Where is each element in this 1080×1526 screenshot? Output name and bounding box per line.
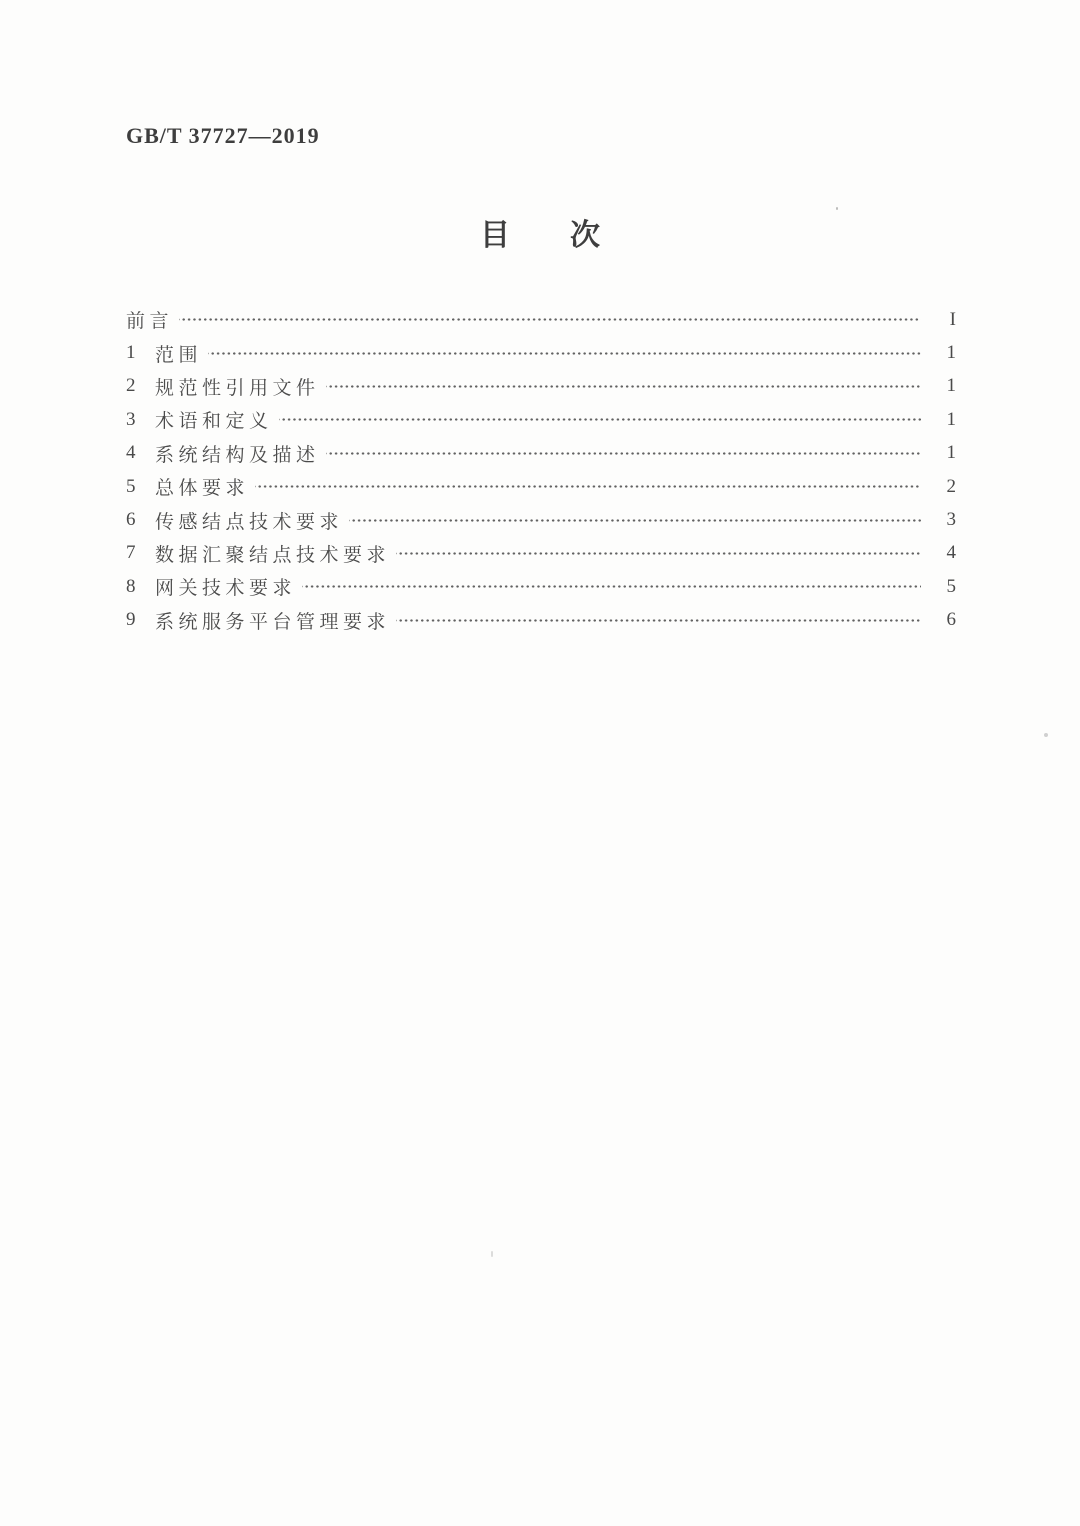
standard-code: GB/T 37727—2019 [126, 123, 320, 148]
toc-item-1 [126, 336, 956, 369]
toc-leader-dots [349, 511, 921, 530]
toc-item-page: 6 [946, 609, 956, 631]
toc-item-foreword [126, 303, 956, 336]
toc-item-label: 总体要求 [155, 478, 250, 500]
toc-item-5 [126, 470, 956, 503]
toc-item-3 [126, 403, 956, 436]
toc-item-number: 3 [126, 408, 136, 430]
toc-leader-dots [326, 377, 921, 396]
toc-item-number: 6 [126, 509, 136, 531]
toc-item-7 [126, 537, 956, 570]
toc-item-number: 9 [126, 609, 136, 631]
toc-item-label: 传感结点技术要求 [155, 511, 344, 533]
toc-item-page: I [949, 308, 956, 330]
toc-leader-dots [396, 544, 921, 563]
toc-item-number: 1 [126, 342, 136, 364]
page-title-char-right: 次 [570, 219, 600, 252]
toc-item-label: 系统结构及描述 [155, 444, 320, 466]
toc-item-9 [126, 604, 956, 637]
toc-item-number: 8 [126, 575, 136, 597]
toc-item-page: 4 [946, 542, 956, 564]
toc-leader-dots [208, 344, 921, 363]
toc-item-label: 规范性引用文件 [155, 377, 320, 399]
toc-leader-dots [179, 310, 921, 329]
scan-artifact [836, 207, 838, 210]
toc-item-page: 3 [946, 509, 956, 531]
toc-item-number: 4 [126, 442, 136, 464]
scan-artifact [1044, 733, 1048, 737]
toc-leader-dots [326, 444, 921, 463]
toc-item-4 [126, 437, 956, 470]
toc-item-label: 系统服务平台管理要求 [155, 611, 391, 633]
scan-artifact [491, 1251, 493, 1257]
toc-item-page: 1 [946, 442, 956, 464]
toc-item-label: 术语和定义 [155, 411, 273, 433]
toc-item-label: 前言 [126, 311, 174, 333]
toc-item-page: 2 [946, 475, 956, 497]
toc-leader-dots [302, 577, 921, 596]
toc-item-label: 范围 [155, 344, 203, 366]
toc-item-8 [126, 570, 956, 603]
toc-item-label: 数据汇聚结点技术要求 [155, 544, 391, 566]
toc-item-page: 1 [946, 408, 956, 430]
toc-item-page: 1 [946, 375, 956, 397]
toc-item-number: 7 [126, 542, 136, 564]
toc-leader-dots [396, 611, 921, 630]
toc-item-label: 网关技术要求 [155, 578, 297, 600]
toc-item-6 [126, 503, 956, 536]
toc-item-number: 5 [126, 475, 136, 497]
page-title-char-left: 目 [480, 219, 510, 252]
toc-item-page: 5 [946, 575, 956, 597]
toc-leader-dots [279, 410, 921, 429]
page-title [0, 219, 1080, 252]
toc-list [126, 303, 956, 637]
toc-item-page: 1 [946, 342, 956, 364]
toc-leader-dots [255, 477, 921, 496]
toc-item-number: 2 [126, 375, 136, 397]
toc-item-2 [126, 370, 956, 403]
